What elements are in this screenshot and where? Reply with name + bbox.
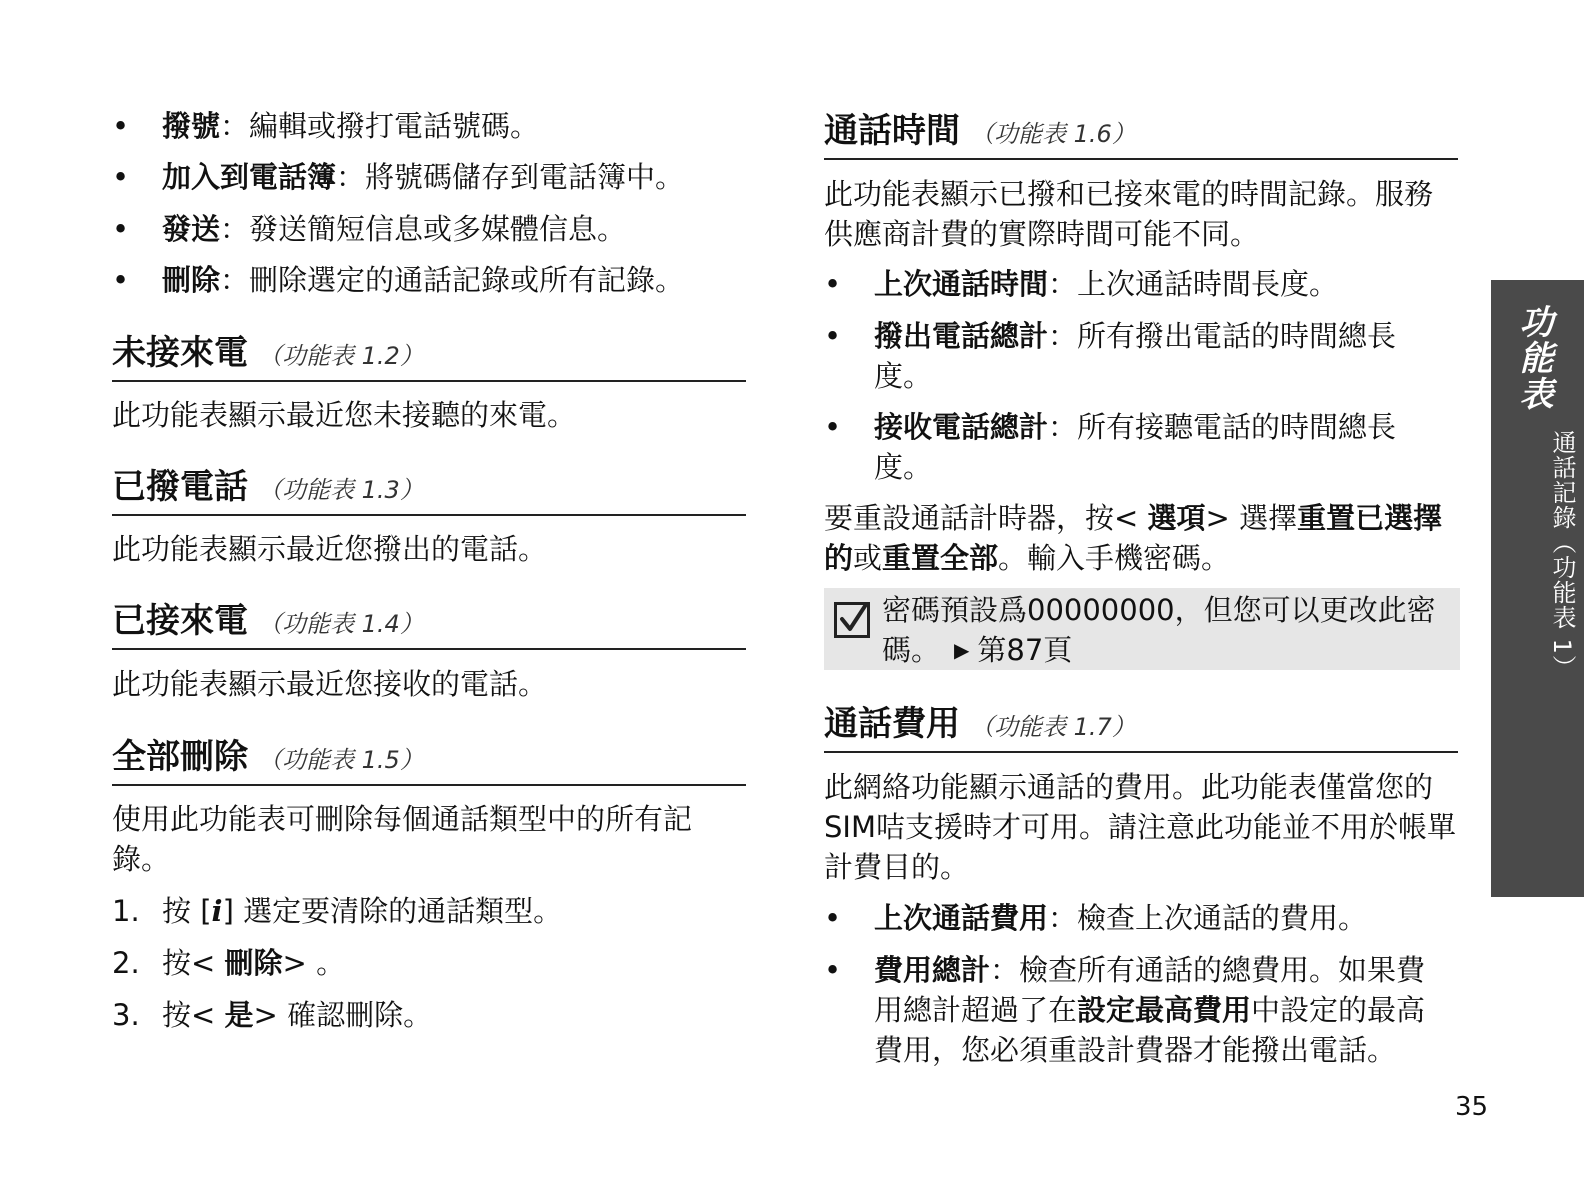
section-body: 使用此功能表可刪除每個通話類型中的所有記錄。 <box>112 802 693 876</box>
bullet-term: 上次通話時間 <box>874 267 1049 301</box>
reset-instructions <box>824 498 1454 578</box>
bullet-dot: • <box>824 267 842 301</box>
step-1 <box>112 891 562 931</box>
reset-text: 要重設通話計時器，按< <box>824 501 1148 535</box>
bullet-term: 刪除 <box>162 263 221 297</box>
options-softkey: 選項 <box>1147 501 1206 535</box>
step-2 <box>112 943 345 983</box>
step-number: 2. <box>112 946 140 980</box>
section-ref: （功能表 1.5） <box>258 746 424 774</box>
bullet-text: ：發送簡短信息或多媒體信息。 <box>220 212 627 246</box>
side-tab <box>1491 280 1584 897</box>
play-arrow-icon: ▶ <box>954 638 970 662</box>
reset-text: 或 <box>853 541 883 575</box>
section-call-time <box>824 108 1458 160</box>
step-pre: 按< <box>162 946 225 980</box>
section-delete-all <box>112 734 746 786</box>
section-ref: （功能表 1.4） <box>258 610 424 638</box>
step-post: > 。 <box>282 946 346 980</box>
bullet-dot: • <box>112 160 130 194</box>
step-number: 3. <box>112 998 140 1032</box>
section-title: 未接來電 <box>112 333 248 373</box>
bullet-text: ：刪除選定的通話記錄或所有記錄。 <box>220 263 685 297</box>
bullet-text: ：編輯或撥打電話號碼。 <box>220 109 540 143</box>
section-body: 此功能表顯示最近您撥出的電話。 <box>112 532 548 566</box>
bullet-text: ：檢查上次通話的費用。 <box>1048 901 1368 935</box>
bullet-dot: • <box>112 212 130 246</box>
section-title: 全部刪除 <box>112 737 248 777</box>
section-call-cost <box>824 701 1458 753</box>
bullet-term: 上次通話費用 <box>874 901 1049 935</box>
reset-selected-option: 重置已選擇的 <box>824 501 1443 575</box>
step-post: > 確認刪除。 <box>253 998 433 1032</box>
checkbox-check-icon <box>834 602 870 638</box>
note-page-ref: 第87頁 <box>977 633 1073 667</box>
bullet-dot: • <box>112 109 130 143</box>
bullet-term: 撥號 <box>162 109 221 143</box>
step-number: 1. <box>112 894 140 928</box>
bullet-text: ：所有撥出電話的時間總長度。 <box>874 319 1397 393</box>
section-title: 通話費用 <box>824 704 960 744</box>
section-dialed-calls <box>112 464 746 516</box>
bullet-text: 中設定的最高費用，您必須重設計費器才能撥出電話。 <box>874 993 1426 1067</box>
side-tab-subtitle: 通話記錄（功能表 1） <box>1548 430 1576 680</box>
section-title: 通話時間 <box>824 111 960 151</box>
bullet-dot: • <box>824 410 842 444</box>
bullet-text: ：所有接聽電話的時間總長度。 <box>874 410 1397 484</box>
section-title: 已撥電話 <box>112 467 248 507</box>
page-number: 35 <box>1455 1092 1489 1122</box>
note-box <box>824 588 1460 670</box>
bullet-term: 費用總計 <box>874 953 991 987</box>
section-ref: （功能表 1.6） <box>970 120 1136 148</box>
bullet-text: ：上次通話時間長度。 <box>1048 267 1339 301</box>
section-body: 此功能表顯示最近您未接聽的來電。 <box>112 398 577 432</box>
bullet-term: 接收電話總計 <box>874 410 1049 444</box>
step-pre: 按< <box>162 998 225 1032</box>
bullet-dot: • <box>824 901 842 935</box>
section-body: 此網絡功能顯示通話的費用。此功能表僅當您的SIM咭支援時才可用。請注意此功能並不用於帳單計費目的。 <box>824 770 1456 884</box>
section-ref: （功能表 1.2） <box>258 342 424 370</box>
bullet-term: 發送 <box>162 212 221 246</box>
bullet-dot: • <box>824 319 842 353</box>
bullet-dot: • <box>112 263 130 297</box>
section-body: 此功能表顯示最近您接收的電話。 <box>112 667 548 701</box>
section-ref: （功能表 1.3） <box>258 476 424 504</box>
note-text: 密碼預設爲00000000，但您可以更改此密碼。 <box>882 593 1436 667</box>
section-received-calls <box>112 598 746 650</box>
bullet-term: 加入到電話簿 <box>162 160 337 194</box>
bullet-text: ：檢查所有通話的總費用。如果費用總計超過了在 <box>874 953 1426 1027</box>
bullet-term: 撥出電話總計 <box>874 319 1049 353</box>
side-tab-title: 功能表 <box>1513 304 1553 412</box>
step-post: ] 選定要清除的通話類型。 <box>222 894 563 928</box>
reset-text: > 選擇 <box>1205 501 1298 535</box>
section-title: 已接來電 <box>112 601 248 641</box>
bullet-text: ：將號碼儲存到電話簿中。 <box>336 160 685 194</box>
set-max-cost-option: 設定最高費用 <box>1077 993 1252 1027</box>
step-3 <box>112 995 432 1035</box>
step-softkey: 刪除 <box>224 946 283 980</box>
section-missed-calls <box>112 330 746 382</box>
bullet-dot: • <box>824 953 842 987</box>
section-ref: （功能表 1.7） <box>970 713 1136 741</box>
step-softkey: 是 <box>224 998 254 1032</box>
section-body: 此功能表顯示已撥和已接來電的時間記錄。服務供應商計費的實際時間可能不同。 <box>824 177 1434 251</box>
reset-all-option: 重置全部 <box>882 541 999 575</box>
step-pre: 按 [ <box>162 894 212 928</box>
reset-text: 。輸入手機密碼。 <box>998 541 1231 575</box>
info-key-icon: i <box>211 894 223 928</box>
